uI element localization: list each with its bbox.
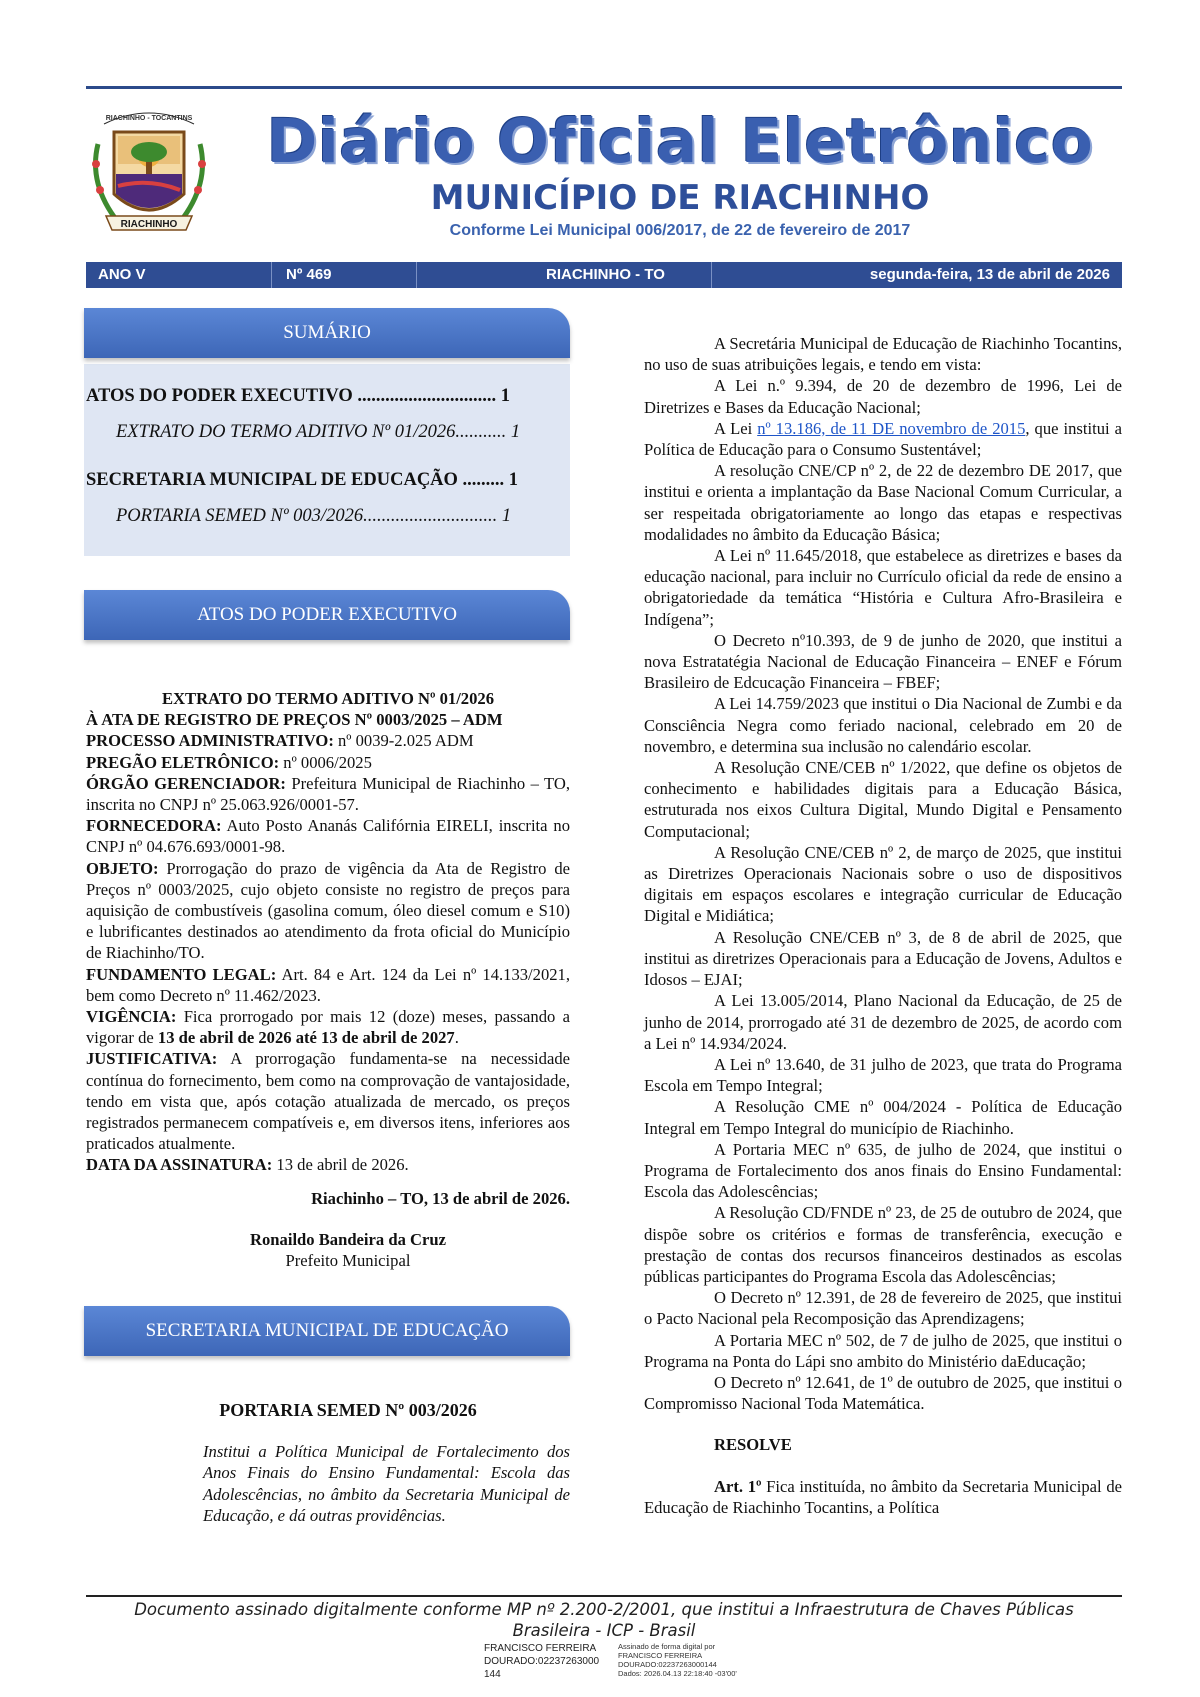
footer-note bbox=[86, 1599, 1122, 1641]
digital-signature-details bbox=[618, 1642, 737, 1678]
toc-item-atos[interactable]: ATOS DO PODER EXECUTIVO .............................. 1 bbox=[86, 386, 510, 406]
justificativa-value: A prorrogação fundamenta-se na necessidade contínua do fornecimento, bem como na comprovação de vantajosidade, tendo em vista que, após cotação atualizada de mercado, os preços registrados permanecem compatíveis e, em diversos itens, inferiores aos praticados atualmente. bbox=[86, 1049, 570, 1154]
data-label: DATA DA ASSINATURA: bbox=[86, 1155, 273, 1175]
pregao-value: nº 0006/2025 bbox=[279, 752, 372, 772]
portaria-block bbox=[86, 1400, 570, 1526]
extrato-title: EXTRATO DO TERMO ADITIVO Nº 01/2026 bbox=[162, 689, 494, 708]
educacao-heading: SECRETARIA MUNICIPAL DE EDUCAÇÃO bbox=[84, 1306, 570, 1356]
vigencia-value: Fica prorrogado por mais 12 (doze) meses, passando a vigorar de bbox=[86, 1007, 570, 1048]
considerando-paragraph: A Lei 14.759/2023 que institui o Dia Nacional de Zumbi e da Consciência Negra como feriado nacional, celebrado em 20 de novembro, e determina sua inclusão no calendário escolar. bbox=[644, 694, 1122, 756]
law-reference: Conforme Lei Municipal 006/2017, de 22 de fevereiro de 2017 bbox=[449, 222, 911, 239]
toc-item-portaria[interactable]: PORTARIA SEMED Nº 003/2026............................. 1 bbox=[116, 506, 512, 526]
fornecedora-label: FORNECEDORA: bbox=[86, 816, 222, 836]
considerando-paragraph: A Resolução CNE/CEB nº 3, de 8 de abril de 2025, que institui as diretrizes Operacionais para a Educação de Jovens, Adultos e Idosos – EJAI; bbox=[644, 927, 1122, 990]
considerando-paragraph: O Decreto nº 12.391, de 28 de fevereiro de 2025, que institui o Pacto Nacional pela Recomposição das Aprendizagens; bbox=[644, 1288, 1122, 1329]
svg-text:RIACHINHO: RIACHINHO bbox=[120, 219, 178, 230]
issue-info-bar bbox=[86, 262, 1122, 288]
vigencia-end: . bbox=[454, 1028, 459, 1048]
atos-heading: ATOS DO PODER EXECUTIVO bbox=[84, 590, 570, 640]
toc-item-extrato[interactable]: EXTRATO DO TERMO ADITIVO Nº 01/2026........... 1 bbox=[116, 422, 521, 442]
portaria-body bbox=[644, 333, 1122, 1518]
place-date: Riachinho – TO, 13 de abril de 2026. bbox=[311, 1188, 570, 1208]
considerando-paragraph bbox=[644, 418, 1122, 460]
art1-text: Fica instituída, no âmbito da Secretaria Municipal de Educação de Riachinho Tocantins, a Política bbox=[644, 1476, 1122, 1517]
fundamento-value: Art. 84 e Art. 124 da Lei nº 14.133/2021, bem como Decreto nº 11.462/2023. bbox=[86, 964, 571, 1005]
vigencia-label: VIGÊNCIA: bbox=[86, 1007, 177, 1027]
signer-line: 144 bbox=[484, 1669, 501, 1680]
issue-place: RIACHINHO - TO bbox=[546, 266, 665, 283]
footer-line-2: Brasileira - ICP - Brasil bbox=[512, 1621, 696, 1640]
signature-detail: DOURADO:02237263000144 bbox=[618, 1660, 717, 1669]
sumario-heading: SUMÁRIO bbox=[84, 308, 570, 358]
lei-prefix: A Lei bbox=[714, 418, 758, 438]
considerando-paragraph: A Resolução CD/FNDE nº 23, de 25 de outubro de 2024, que dispõe sobre os critérios e formas de transferência, execução e prestação de contas dos recursos financeiros destinados as escolas públicas participantes do Programa Escola das Adolescências; bbox=[644, 1203, 1122, 1286]
considerando-paragraph: O Decreto nº10.393, de 9 de junho de 2020, que institui a nova Estratatégia Nacional de Educação Financeira – ENEF e Fórum Brasileiro de Edcucação Financeira – FBEF; bbox=[644, 630, 1122, 693]
vigencia-period: 13 de abril de 2026 até 13 de abril de 2027 bbox=[157, 1028, 455, 1048]
divider bbox=[416, 262, 417, 288]
signer-line: FRANCISCO FERREIRA bbox=[484, 1643, 597, 1654]
footer-line-1: Documento assinado digitalmente conforme MP nº 2.200-2/2001, que institui a Infraestrutura de Chaves Públicas bbox=[134, 1600, 1074, 1619]
considerando-paragraph: A Lei n.º 9.394, de 20 de dezembro de 1996, Lei de Diretrizes e Bases da Educação Nacional; bbox=[644, 376, 1122, 417]
municipal-crest-icon bbox=[84, 104, 214, 248]
processo-label: PROCESSO ADMINISTRATIVO: bbox=[86, 731, 334, 751]
extrato-subtitle: À ATA DE REGISTRO DE PREÇOS Nº 0003/2025 – ADM bbox=[86, 710, 503, 730]
divider bbox=[271, 262, 272, 288]
lei-suffix: , que institui a Política de Educação para o Consumo Sustentável; bbox=[644, 418, 1122, 460]
justificativa-label: JUSTIFICATIVA: bbox=[86, 1049, 218, 1069]
orgao-label: ÓRGÃO GERENCIADOR: bbox=[86, 773, 286, 793]
resolve-heading: RESOLVE bbox=[714, 1435, 792, 1455]
considerando-paragraph: A Lei nº 11.645/2018, que estabelece as diretrizes e bases da educação nacional, para incluir no Currículo oficial da rede de ensino a obrigatoriedade da temática “História e Cultura Afro-Brasileira e Indígena”; bbox=[644, 546, 1122, 629]
signer-role: Prefeito Municipal bbox=[285, 1251, 411, 1271]
portaria-ementa: Institui a Política Municipal de Fortalecimento dos Anos Finais do Ensino Fundamental: Escola das Adolescências, no âmbito da Secretaria Municipal de Educação, e dá outras providências. bbox=[203, 1442, 570, 1525]
signature-detail: FRANCISCO FERREIRA bbox=[618, 1651, 703, 1660]
lei-13186-link[interactable]: nº 13.186, de 11 DE novembro de 2015 bbox=[757, 418, 1026, 438]
digital-signature-name bbox=[484, 1642, 599, 1681]
considerando-paragraph: A Resolução CNE/CEB nº 1/2022, que define os objetos de conhecimento e habilidades digitais para a Educação Básica, estruturada nos eixos Cultura Digital, Mundo Digital e Pensamento Computacional; bbox=[644, 758, 1122, 841]
top-rule bbox=[86, 86, 1122, 89]
signer-line: DOURADO:02237263000 bbox=[484, 1656, 600, 1667]
issue-year: ANO V bbox=[98, 266, 146, 283]
considerando-paragraph: O Decreto nº 12.641, de 1º de outubro de 2025, que institui o Compromisso Nacional Toda Matemática. bbox=[644, 1372, 1122, 1414]
data-value: 13 de abril de 2026. bbox=[272, 1155, 409, 1175]
extrato-block bbox=[86, 688, 570, 1271]
signature-detail: Assinado de forma digital por bbox=[618, 1642, 716, 1651]
considerando-paragraph: A Lei nº 13.640, de 31 julho de 2023, que trata do Programa Escola em Tempo Integral; bbox=[644, 1054, 1122, 1096]
objeto-value: Prorrogação do prazo de vigência da Ata de Registro de Preços nº 0003/2025, cujo objeto consiste no registro de preços para aquisição de combustíveis (gasolina comum, óleo diesel comum e S10) e lubrificantes destinados ao atendimento da frota oficial do Município de Riachinho/TO. bbox=[86, 858, 570, 963]
orgao-value: Prefeitura Municipal de Riachinho – TO, inscrita no CNPJ nº 25.063.926/0001-57. bbox=[86, 773, 570, 815]
considerando-paragraph: A Portaria MEC nº 635, de julho de 2024, que institui o Programa de Fortalecimento dos anos finais do Ensino Fundamental: Escola das Adolescências; bbox=[644, 1139, 1122, 1202]
objeto-label: OBJETO: bbox=[86, 858, 159, 878]
sumario-box bbox=[84, 364, 570, 556]
svg-text:RIACHINHO - TOCANTINS: RIACHINHO - TOCANTINS bbox=[105, 115, 193, 122]
toc-item-educacao[interactable]: SECRETARIA MUNICIPAL DE EDUCAÇÃO ......... 1 bbox=[86, 470, 519, 490]
divider bbox=[711, 262, 712, 288]
art1-label: Art. 1º bbox=[714, 1476, 762, 1496]
signature-detail: Dados: 2026.04.13 22:18:40 -03'00' bbox=[618, 1669, 737, 1678]
newspaper-title: Diário Oficial Eletrônico bbox=[266, 106, 1094, 177]
processo-value: nº 0039-2.025 ADM bbox=[333, 731, 474, 751]
footer-rule bbox=[86, 1595, 1122, 1597]
considerando-paragraph: A Resolução CME nº 004/2024 - Política de Educação Integral em Tempo Integral do município de Riachinho. bbox=[644, 1097, 1122, 1138]
considerando-paragraph: A Resolução CNE/CEB nº 2, de março de 2025, que institui as Diretrizes Operacionais Nacionais sobre o uso de dispositivos digitais em espaços escolares e integração curricular de Educação Digital e Midiática; bbox=[644, 842, 1122, 926]
pregao-label: PREGÃO ELETRÔNICO: bbox=[86, 752, 280, 772]
issue-number: Nº 469 bbox=[286, 266, 332, 283]
fundamento-label: FUNDAMENTO LEGAL: bbox=[86, 964, 277, 984]
municipality-name: MUNICÍPIO DE RIACHINHO bbox=[430, 178, 930, 218]
considerando-paragraph: A Portaria MEC nº 502, de 7 de julho de 2025, que institui o Programa na Ponta do Lápi sno ambito do Ministério daEducação; bbox=[644, 1330, 1122, 1371]
signer-name: Ronaildo Bandeira da Cruz bbox=[250, 1229, 446, 1249]
considerando-paragraph: A Lei 13.005/2014, Plano Nacional da Educação, de 25 de junho de 2014, prorrogado até 31 de dezembro de 2025, de acordo com a Lei nº 14.934/2024. bbox=[644, 991, 1122, 1053]
issue-date: segunda-feira, 13 de abril de 2026 bbox=[869, 266, 1110, 283]
preamble-paragraph: A Secretária Municipal de Educação de Riachinho Tocantins, no uso de suas atribuições legais, e tendo em vista: bbox=[644, 334, 1122, 375]
portaria-title: PORTARIA SEMED Nº 003/2026 bbox=[219, 1400, 477, 1420]
considerando-paragraph: A resolução CNE/CP nº 2, de 22 de dezembro DE 2017, que institui e orienta a implantação da Base Nacional Comum Curricular, a ser respeitada obrigatoriamente ao longo das etapas e respectivas modalidades no âmbito da Educação Básica; bbox=[644, 461, 1122, 544]
masthead bbox=[240, 106, 1120, 240]
fornecedora-value: Auto Posto Ananás Califórnia EIRELI, inscrita no CNPJ nº 04.676.693/0001-98. bbox=[86, 816, 570, 857]
